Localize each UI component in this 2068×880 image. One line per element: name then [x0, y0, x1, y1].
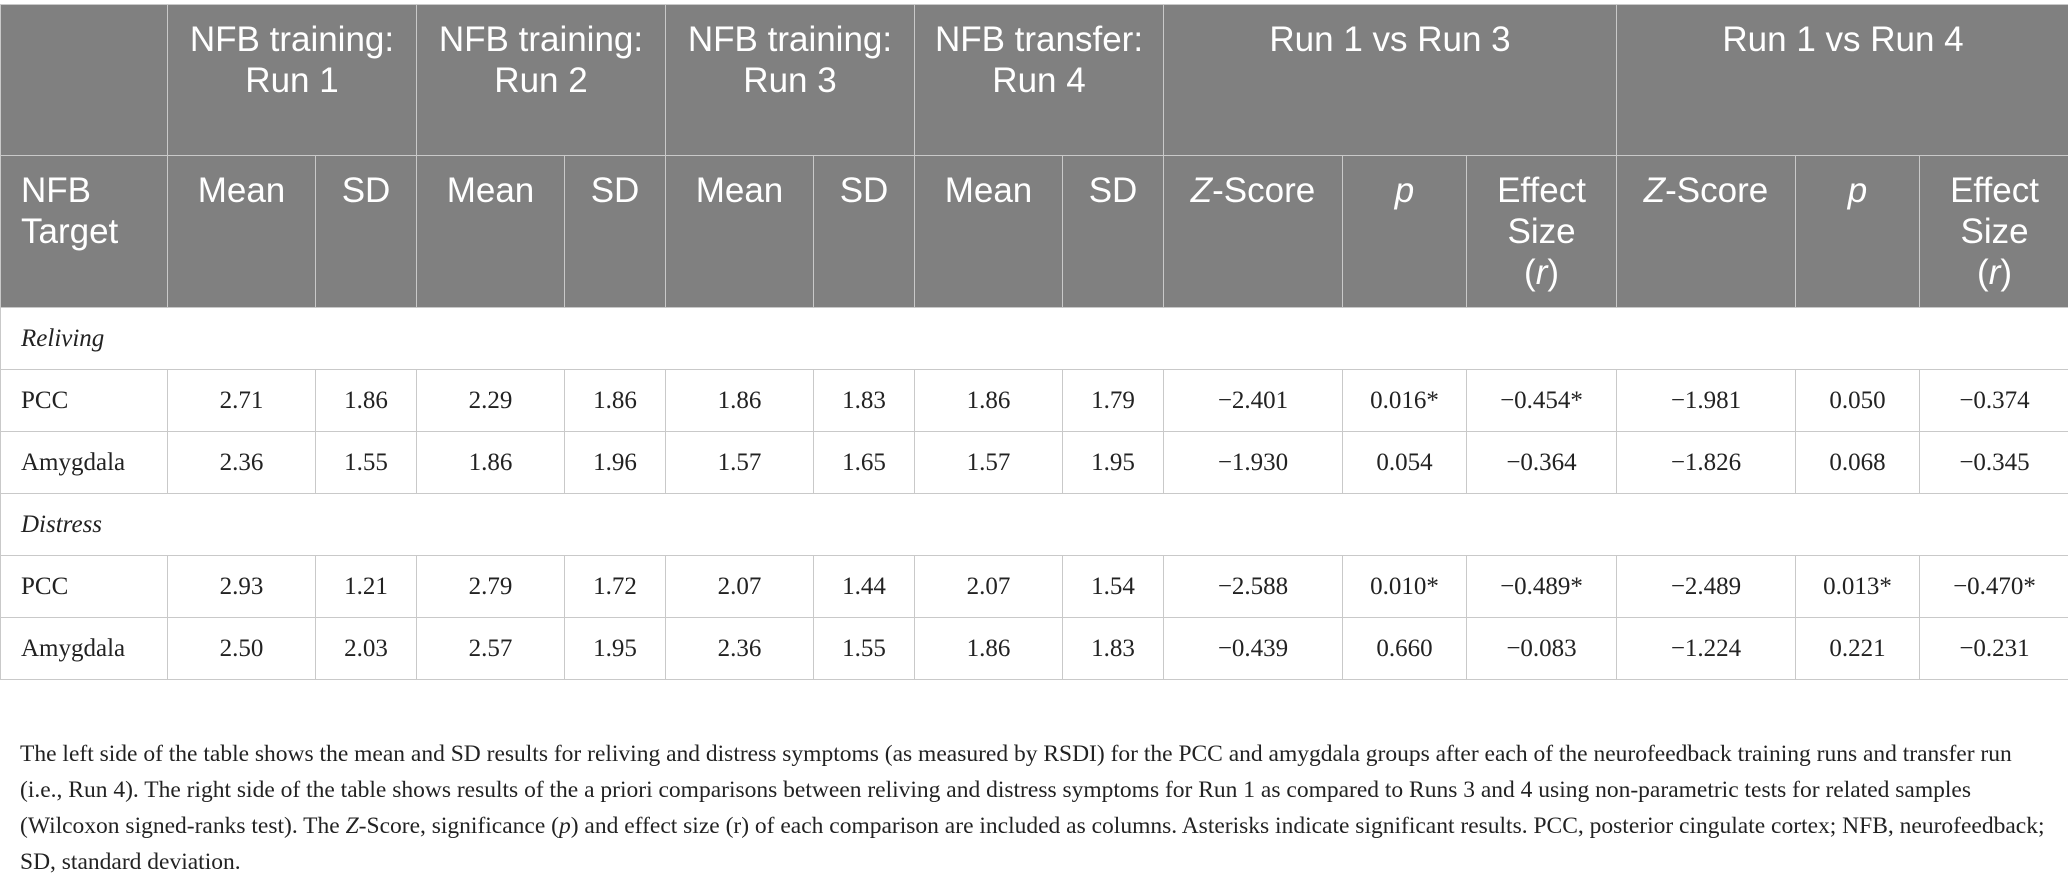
table-cell: −0.231: [1920, 618, 2068, 680]
table-cell: −2.401: [1164, 370, 1343, 432]
table-cell: 1.57: [915, 432, 1063, 494]
header-sd: SD: [316, 156, 417, 308]
table-cell: 2.29: [417, 370, 565, 432]
table-cell: 2.07: [915, 556, 1063, 618]
header-mean: Mean: [168, 156, 316, 308]
table-cell: 1.86: [316, 370, 417, 432]
section-label: Distress: [1, 494, 2068, 556]
header-group-run1-vs-run3: Run 1 vs Run 3: [1164, 5, 1617, 156]
table-cell: −0.454*: [1467, 370, 1617, 432]
table-row: [1, 432, 2068, 494]
header-p: p: [1343, 156, 1467, 308]
header-effect-size: Effect Size (r): [1467, 156, 1617, 308]
table-header: [1, 5, 2068, 308]
table-cell: 1.54: [1063, 556, 1164, 618]
header-column-row: [1, 156, 2068, 308]
table-cell: −1.826: [1617, 432, 1796, 494]
table-cell: 0.013*: [1796, 556, 1920, 618]
table-footnote: The left side of the table shows the mean and SD results for reliving and distress symptoms (as measured by RSDI) for the PCC and amygdala groups after each of the neurofeedback training runs and transfer run (i.e., Run 4). The right side of the table shows results of the a priori comparisons between reliving and distress symptoms for Run 1 as compared to Runs 3 and 4 using non-parametric tests for related samples (Wilcoxon signed-ranks test). The Z-Score, significance (p) and effect size (r) of each comparison are included as columns. Asterisks indicate significant results. PCC, posterior cingulate cortex; NFB, neurofeedback; SD, standard deviation.: [20, 736, 2050, 880]
table-cell: 0.660: [1343, 618, 1467, 680]
header-sd: SD: [814, 156, 915, 308]
table-cell: 2.57: [417, 618, 565, 680]
table-cell: 1.79: [1063, 370, 1164, 432]
table-cell: 0.068: [1796, 432, 1920, 494]
header-nfb-target: NFB Target: [1, 156, 168, 308]
table-cell: −0.470*: [1920, 556, 2068, 618]
header-z-score: Z-Score: [1164, 156, 1343, 308]
table-cell: 2.93: [168, 556, 316, 618]
table-row: [1, 556, 2068, 618]
table-cell: −0.083: [1467, 618, 1617, 680]
table-cell: 1.44: [814, 556, 915, 618]
table-cell: −1.981: [1617, 370, 1796, 432]
table-cell: −0.364: [1467, 432, 1617, 494]
table-cell: 2.36: [666, 618, 814, 680]
table-cell: 2.71: [168, 370, 316, 432]
row-target: PCC: [1, 370, 168, 432]
table-cell: 1.55: [814, 618, 915, 680]
header-mean: Mean: [915, 156, 1063, 308]
table-cell: 2.50: [168, 618, 316, 680]
table-cell: 0.054: [1343, 432, 1467, 494]
table-cell: 1.55: [316, 432, 417, 494]
table-cell: −1.930: [1164, 432, 1343, 494]
table-cell: 1.86: [915, 618, 1063, 680]
table-cell: 2.79: [417, 556, 565, 618]
table-cell: −1.224: [1617, 618, 1796, 680]
table-cell: 1.86: [565, 370, 666, 432]
table-cell: 1.21: [316, 556, 417, 618]
table-cell: 2.03: [316, 618, 417, 680]
table-cell: −0.345: [1920, 432, 2068, 494]
table-cell: 1.57: [666, 432, 814, 494]
table-cell: 0.010*: [1343, 556, 1467, 618]
row-target: PCC: [1, 556, 168, 618]
header-mean: Mean: [417, 156, 565, 308]
table-cell: 1.86: [417, 432, 565, 494]
table-cell: 0.221: [1796, 618, 1920, 680]
table-cell: −0.439: [1164, 618, 1343, 680]
table-cell: 0.016*: [1343, 370, 1467, 432]
header-effect-size: Effect Size (r): [1920, 156, 2068, 308]
table-cell: 1.65: [814, 432, 915, 494]
table-cell: 1.86: [666, 370, 814, 432]
header-p: p: [1796, 156, 1920, 308]
header-corner-cell: [1, 5, 168, 156]
row-target: Amygdala: [1, 618, 168, 680]
table-cell: −2.489: [1617, 556, 1796, 618]
table-row: [1, 618, 2068, 680]
header-group-run4: NFB transfer: Run 4: [915, 5, 1164, 156]
table-cell: 0.050: [1796, 370, 1920, 432]
table-cell: 1.86: [915, 370, 1063, 432]
header-group-run3: NFB training: Run 3: [666, 5, 915, 156]
table-cell: 1.95: [1063, 432, 1164, 494]
table-cell: −0.489*: [1467, 556, 1617, 618]
table-cell: 1.95: [565, 618, 666, 680]
header-group-run1-vs-run4: Run 1 vs Run 4: [1617, 5, 2068, 156]
header-group-run1: NFB training: Run 1: [168, 5, 417, 156]
section-row: [1, 308, 2068, 370]
header-sd: SD: [565, 156, 666, 308]
table-cell: −0.374: [1920, 370, 2068, 432]
section-row: [1, 494, 2068, 556]
results-table: [0, 4, 2068, 680]
header-group-run2: NFB training: Run 2: [417, 5, 666, 156]
table-row: [1, 370, 2068, 432]
row-target: Amygdala: [1, 432, 168, 494]
header-mean: Mean: [666, 156, 814, 308]
header-z-score: Z-Score: [1617, 156, 1796, 308]
table-cell: −2.588: [1164, 556, 1343, 618]
section-label: Reliving: [1, 308, 2068, 370]
table-body: [1, 308, 2068, 680]
table-cell: 2.36: [168, 432, 316, 494]
table-cell: 1.83: [1063, 618, 1164, 680]
header-group-row: [1, 5, 2068, 156]
table-cell: 2.07: [666, 556, 814, 618]
table-cell: 1.83: [814, 370, 915, 432]
header-sd: SD: [1063, 156, 1164, 308]
table-cell: 1.72: [565, 556, 666, 618]
table-cell: 1.96: [565, 432, 666, 494]
